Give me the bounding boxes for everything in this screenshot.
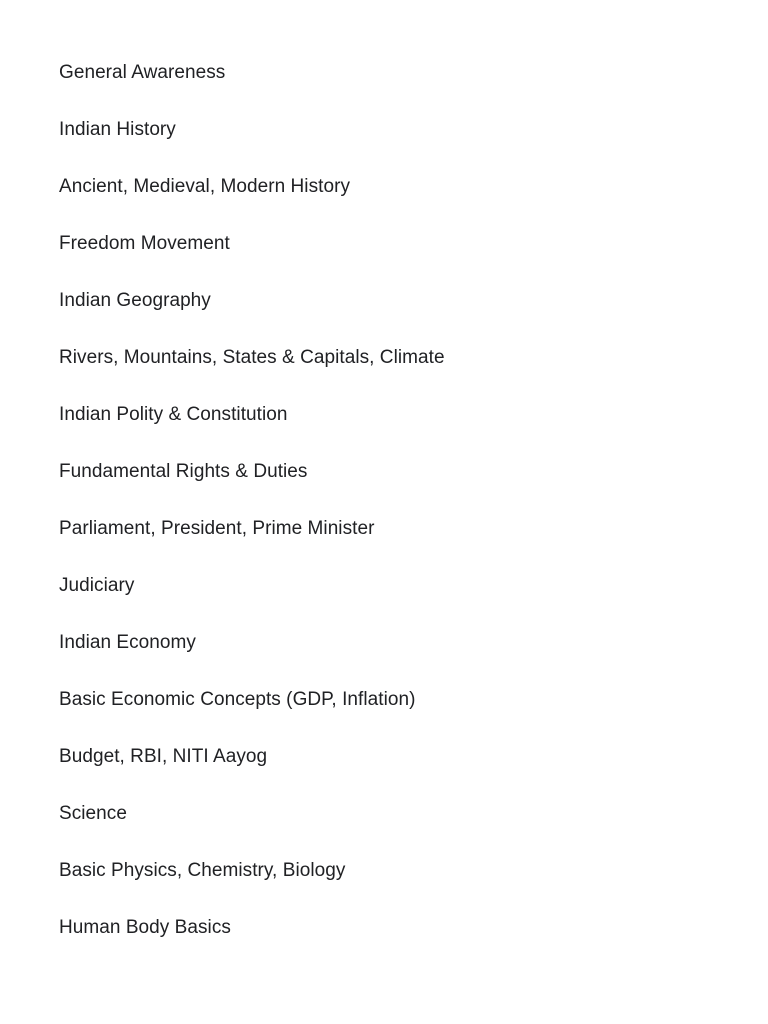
text-line-indian-history: Indian History — [59, 119, 176, 140]
text-line-geography-topics: Rivers, Mountains, States & Capitals, Climate — [59, 347, 445, 368]
text-line-history-periods: Ancient, Medieval, Modern History — [59, 176, 350, 197]
text-line-parliament: Parliament, President, Prime Minister — [59, 518, 375, 539]
text-line-basic-sciences: Basic Physics, Chemistry, Biology — [59, 860, 346, 881]
topic-list — [59, 59, 445, 971]
text-line-polity-constitution: Indian Polity & Constitution — [59, 404, 288, 425]
text-line-general-awareness: General Awareness — [59, 62, 226, 83]
text-line-human-body: Human Body Basics — [59, 917, 231, 938]
text-line-indian-geography: Indian Geography — [59, 290, 211, 311]
text-line-judiciary: Judiciary — [59, 575, 135, 596]
text-line-fundamental-rights: Fundamental Rights & Duties — [59, 461, 308, 482]
text-line-science: Science — [59, 803, 127, 824]
text-line-economic-concepts: Basic Economic Concepts (GDP, Inflation) — [59, 689, 416, 710]
text-line-indian-economy: Indian Economy — [59, 632, 196, 653]
text-line-freedom-movement: Freedom Movement — [59, 233, 230, 254]
text-line-budget-rbi: Budget, RBI, NITI Aayog — [59, 746, 268, 767]
